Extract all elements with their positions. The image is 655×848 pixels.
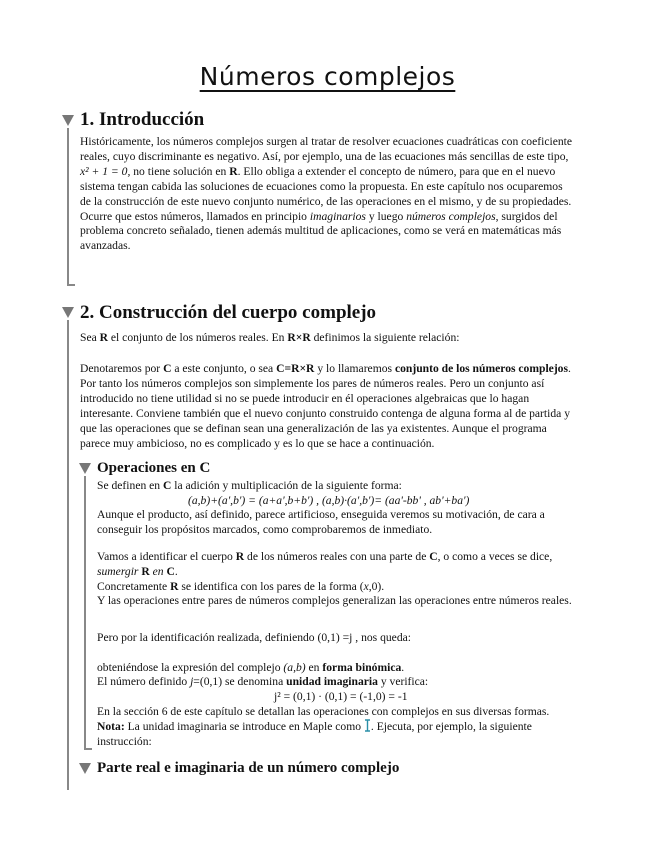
operaciones-paragraph-8: En la sección 6 de este capítulo se detallan las operaciones con complejos en sus diversas formas.: [97, 705, 550, 718]
section-1-heading: 1. Introducción: [80, 109, 205, 130]
operaciones-heading: Operaciones en C: [97, 460, 211, 476]
equation-x2-plus-1: x² + 1 = 0,: [80, 164, 131, 178]
section-2-bracket: [67, 320, 69, 790]
section-1-bracket: [67, 128, 69, 285]
operaciones-paragraph-5: Pero por la identificación realizada, definiendo (0,1) =j , nos queda:: [97, 631, 411, 644]
operaciones-paragraph-2: Vamos a identificar el cuerpo R de los números reales con una parte de C, o como a veces se dice, sumergir R en C.: [97, 550, 553, 578]
collapse-parte-real-toggle[interactable]: [79, 763, 91, 774]
imaginary-unit-equation: j² = (0,1) · (0,1) = (-1,0) = -1: [274, 690, 408, 703]
operaciones-paragraph-4: Y las operaciones entre pares de números complejos generalizan las operaciones entre números reales.: [97, 594, 572, 607]
section-2-paragraph: Denotaremos por C a este conjunto, o sea C=R×R y lo llamaremos conjunto de los números complejos. Por tanto los números complejos son simplemente los pares de números reales. Pero un conjunto así introducido no tiene utilidad si no se puede introducir en él operaciones algebraicas que lo hagan interesante. Conviene también que el nuevo conjunto construido contenga de alguna forma al de partida y que las operaciones que se definan sean una generalización de las ya existentes. Aunque el programa parece muy ambicioso, no es complicado y es lo que se hace a continuación.: [80, 362, 571, 450]
page-title: Números complejos: [199, 62, 456, 91]
operaciones-paragraph-7: El número definido j=(0,1) se denomina unidad imaginaria y verifica:: [97, 675, 429, 688]
operaciones-intro: Se definen en C la adición y multiplicación de la siguiente forma:: [97, 479, 402, 492]
operaciones-note: Nota: La unidad imaginaria se introduce en Maple como . Ejecuta, por ejemplo, la siguiente instrucción:: [97, 720, 532, 748]
operaciones-paragraph-1: Aunque el producto, así definido, parece artificioso, enseguida veremos su motivación, de cara a conseguir los propósitos marcados, como comprobaremos de inmediato.: [97, 508, 545, 536]
section-2-intro: Sea R el conjunto de los números reales. En R×R definimos la siguiente relación:: [80, 331, 460, 344]
operations-formula: (a,b)+(a',b') = (a+a',b+b') , (a,b)·(a',b')= (aa'-bb' , ab'+ba'): [188, 494, 470, 507]
section-1-bracket-end: [67, 284, 75, 286]
operaciones-bracket-end: [84, 748, 92, 750]
operaciones-bracket: [84, 476, 86, 749]
operaciones-paragraph-3: Concretamente R se identifica con los pares de la forma (x,0).: [97, 580, 385, 593]
section-1-paragraph: Históricamente, los números complejos surgen al tratar de resolver ecuaciones cuadráticas con coeficiente reales, cuyo discriminante es negativo. Así, por ejemplo, una de las ecuaciones más sencillas de este tipo, x² + 1 = 0, no tiene solución en R. Ello obliga a extender el concepto de número, para que en el nuevo sistema tengan cabida las soluciones de ecuaciones como la propuesta. En este capítulo nos ocuparemos de la construcción de este nuevo conjunto numérico, de las operaciones en el mismo, y de su propiedades. Ocurre que estos números, llamados en principio imaginarios y luego números complejos, surgidos del problema concreto señalado, tienen además multitud de aplicaciones, como se verá en matemáticas más avanzadas.: [80, 135, 572, 253]
maple-input-icon[interactable]: [364, 719, 371, 732]
collapse-section-2-toggle[interactable]: [62, 307, 74, 318]
collapse-operaciones-toggle[interactable]: [79, 463, 91, 474]
collapse-section-1-toggle[interactable]: [62, 115, 74, 126]
parte-real-heading: Parte real e imaginaria de un número complejo: [97, 760, 400, 776]
operaciones-paragraph-6: obteniéndose la expresión del complejo (a,b) en forma binómica.: [97, 661, 405, 674]
section-2-heading: 2. Construcción del cuerpo complejo: [80, 302, 377, 323]
